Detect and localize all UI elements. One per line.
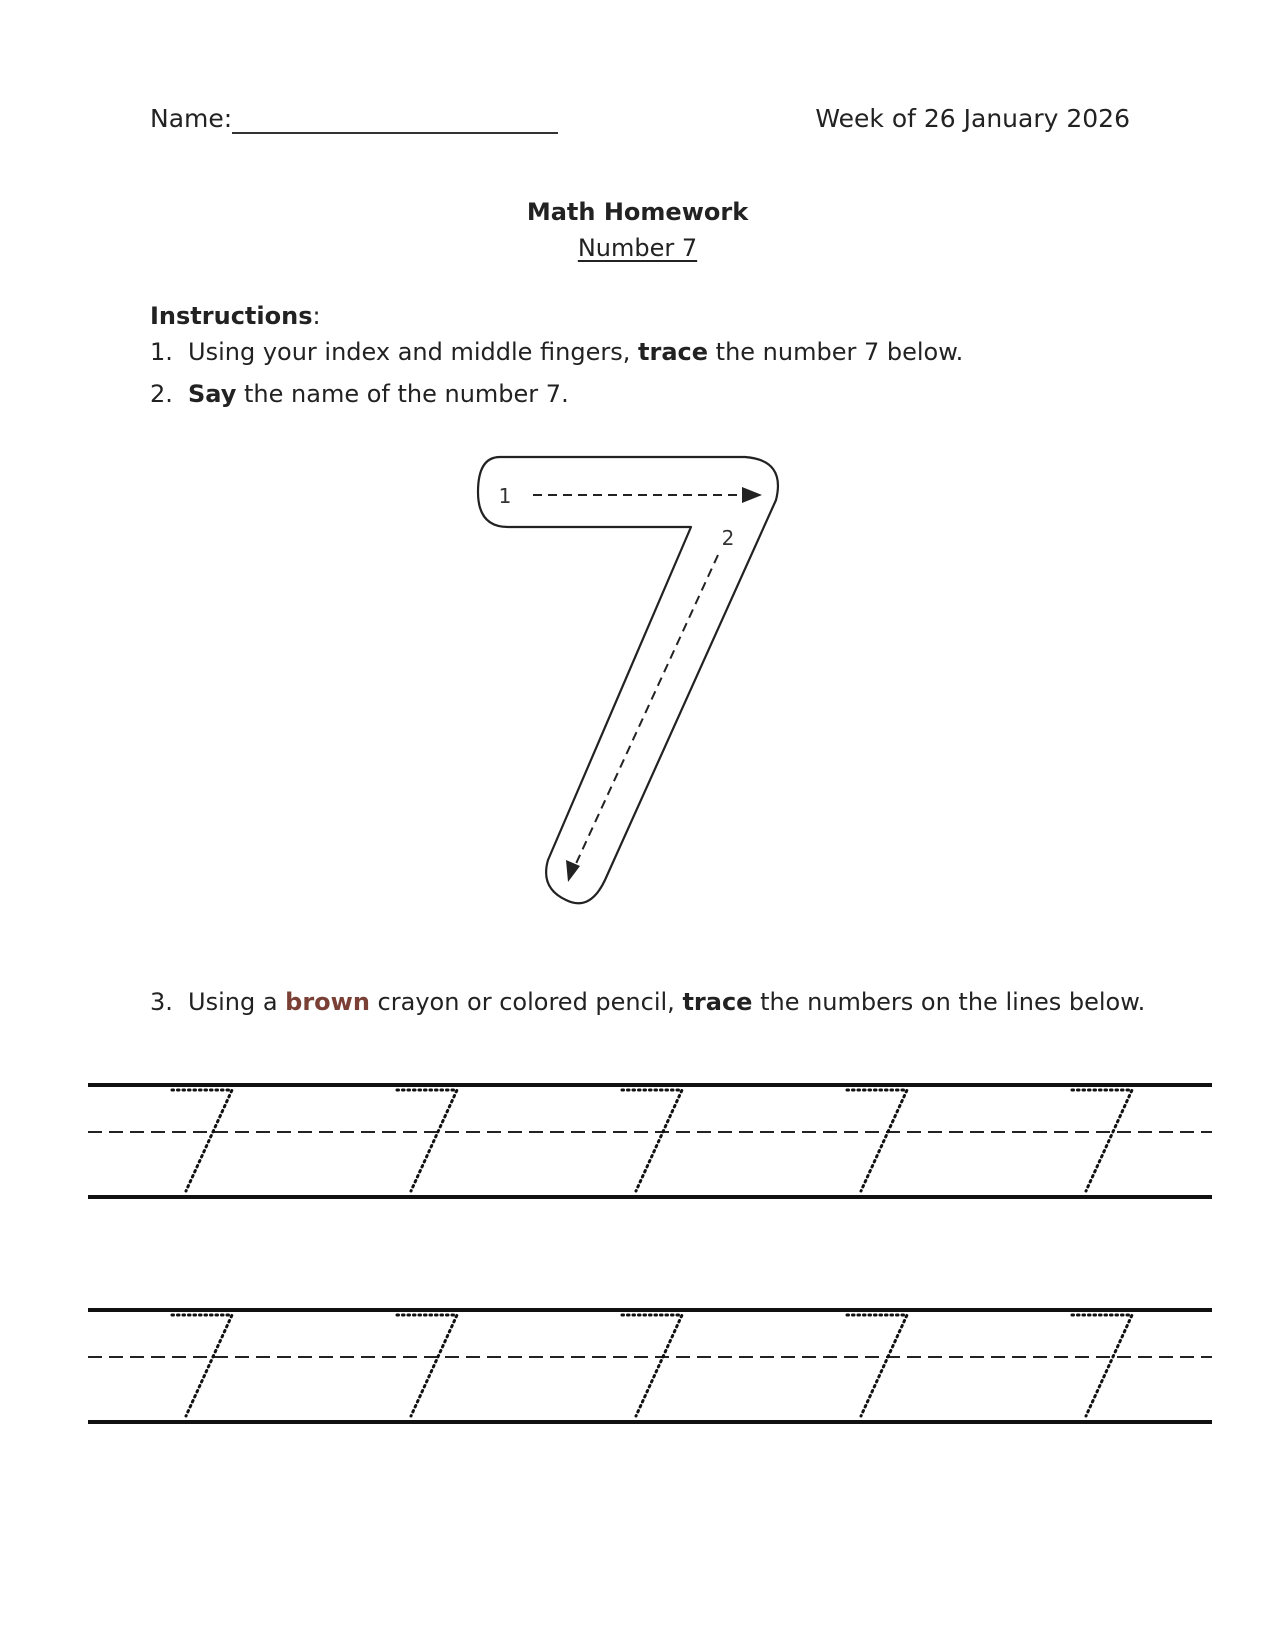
dotted-seven <box>1072 1090 1132 1191</box>
instructions-heading: Instructions: <box>150 302 321 330</box>
dotted-seven <box>172 1090 232 1191</box>
name-label: Name: <box>150 104 233 133</box>
instruction-step-3: 3. Using a brown crayon or colored pencil, trace the numbers on the lines below. <box>150 988 1146 1016</box>
dotted-seven <box>1072 1315 1132 1416</box>
stroke-2-label: 2 <box>721 526 735 550</box>
page-subtitle: Number 7 <box>577 234 698 262</box>
dotted-seven <box>397 1090 457 1191</box>
dotted-seven <box>397 1315 457 1416</box>
dotted-seven <box>622 1090 682 1191</box>
instruction-step-1: 1. Using your index and middle fingers, trace the number 7 below. <box>150 338 964 366</box>
instruction-step-2: 2. Say the name of the number 7. <box>150 380 569 408</box>
page-title: Math Homework <box>526 198 749 226</box>
dotted-seven <box>172 1315 232 1416</box>
week-date: Week of 26 January 2026 <box>815 104 1130 133</box>
dotted-seven <box>847 1090 907 1191</box>
dotted-seven <box>622 1315 682 1416</box>
dotted-seven <box>847 1315 907 1416</box>
stroke-1-label: 1 <box>498 484 512 508</box>
